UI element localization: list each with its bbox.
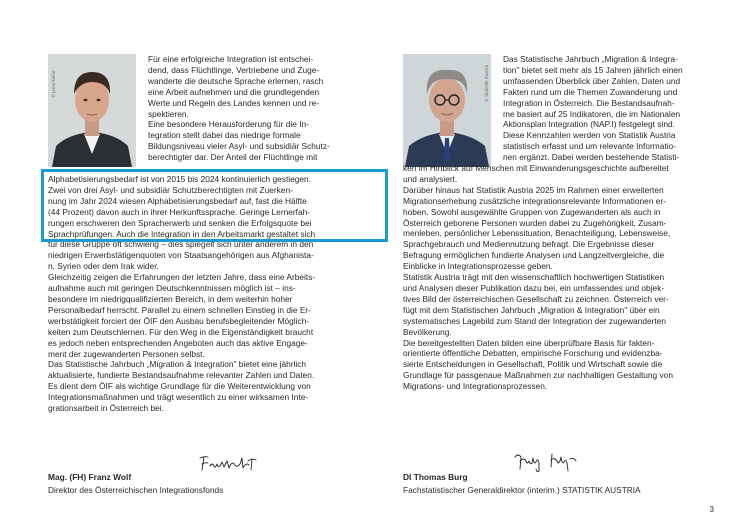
text-line: nen ergänzt. Dabei werden bestehende Statisti- [503, 152, 680, 163]
portrait-franz-wolf-image [48, 54, 136, 167]
text-line: umfassenden Überblick über Zahlen, Daten und [503, 75, 681, 86]
text-line: keiten zum Deutschlernen. Für den Weg in die Eigenständigkeit braucht [48, 326, 314, 337]
text-line: tion" bietet seit mehr als 15 Jahren jährlich einen [503, 64, 683, 75]
text-line: n, Syrien oder dem Irak wider. [48, 261, 159, 272]
photo-credit-right: © Statistik Austria [484, 65, 489, 102]
text-line: besondere im niedrigqualifizierten Bereich, in dem weiterhin hoher [48, 293, 293, 304]
text-line: Befragung ermöglichen fundierte Analysen und Langzeitvergleiche, die [403, 250, 665, 261]
left-intro-text [148, 54, 388, 163]
text-line: für diese Gruppe oft schwierig – dies spiegelt sich unter anderem in den [48, 239, 314, 250]
text-line: Sprachgebrauch und Mediennutzung befragt. Die Ergebnisse dieser [403, 239, 655, 250]
text-line: Die bereitgestellten Daten bilden eine überprüfbare Basis für fakten- [403, 337, 655, 348]
text-line: Personalbedarf herrscht. Parallel zu einem schnellen Einstieg in die Er- [48, 304, 311, 315]
text-line: eine Arbeit aufnehmen und die grundlegenden [148, 86, 320, 97]
text-line: aktualisierte, fundierte Bestandsaufnahme relevanter Zahlen und Daten. [48, 370, 315, 381]
right-body-text [403, 163, 715, 392]
text-line: Sprachprüfungen. Auch die Integration in den Arbeitsmarkt gestaltet sich [48, 228, 316, 239]
portrait-thomas-burg-image [403, 54, 491, 167]
text-line: ken im Hinblick auf Menschen mit Einwanderungsgeschichte aufbereitet [403, 163, 669, 173]
portrait-thomas-burg [403, 54, 491, 167]
text-line: nung im Jahr 2024 wiesen Alphabetisierungsbedarf auf, fast die Hälfte [48, 195, 307, 206]
text-line: und analysiert. [403, 173, 458, 184]
text-line: und Analysen dieser Publikation dazu bei, ein umfassendes und objek- [403, 282, 665, 293]
text-line: systematisches Lagebild zum Stand der Integration der zugewanderten [403, 315, 666, 326]
text-line: orientierte öffentliche Debatten, empirische Forschung und evidenzba- [403, 348, 663, 359]
text-line: sierte Entscheidungen in Gesellschaft, Politik und Wirtschaft sowie die [403, 359, 663, 370]
signer-name-right: DI Thomas Burg [403, 472, 468, 482]
text-line: Zwei von drei Asyl- und subsidiär Schutzberechtigten mit Zuerken- [48, 184, 293, 195]
text-line: me basiert auf 25 Indikatoren, die im Nationalen [503, 108, 681, 119]
text-line: Werte und Regeln des Landes kennen und re- [148, 97, 320, 108]
text-line: Eine besondere Herausforderung für die In- [148, 119, 309, 130]
text-line: spektieren. [148, 108, 189, 119]
text-line: Integration in Österreich. Die Bestandsaufnah- [503, 97, 675, 108]
text-line: Fakten rund um die Themen Zuwanderung und [503, 86, 678, 97]
portrait-franz-wolf [48, 54, 136, 167]
text-line: Grundlage für passgenaue Maßnahmen zur nachhaltigen Gestaltung von [403, 370, 673, 381]
text-line: wanderte die deutsche Sprache erlernen, rasch [148, 75, 324, 86]
signer-role-left: Direktor des Österreichischen Integrationsfonds [48, 485, 224, 495]
page-number: 3 [709, 505, 714, 514]
text-line: Migrations- und Integrationsprozessen. [403, 381, 548, 392]
highlight-box [41, 169, 388, 242]
signer-name-left: Mag. (FH) Franz Wolf [48, 472, 132, 482]
text-line: Diese Kennzahlen werden von Statistik Austria [503, 130, 676, 141]
signature-franz-wolf [196, 452, 276, 474]
text-line: tives Bild der österreichischen Gesellschaft zu zeichnen. Österreich ver- [403, 293, 669, 304]
text-line: Für eine erfolgreiche Integration ist entschei- [148, 54, 314, 64]
text-line: aufnahme auch mit geringen Deutschkenntnissen möglich ist – ins- [48, 283, 296, 294]
text-line: Gleichzeitig zeigen die Erfahrungen der letzten Jahre, dass eine Arbeits- [48, 272, 316, 283]
text-line: Alphabetisierungsbedarf ist von 2015 bis 2024 kontinuierlich gestiegen. [48, 174, 312, 184]
text-line: Aktionsplan Integration (NAP.I) festgelegt sind. [503, 119, 675, 130]
signature-thomas-burg [512, 449, 592, 475]
text-line: rungen erschweren den Spracherwerb und senken die Erfolgsquote bei [48, 217, 312, 228]
text-line: berechtigter dar. Der Anteil der Flüchtlinge mit [148, 152, 318, 163]
text-line: Migrationserhebung zusätzliche integrationsrelevante Informationen er- [403, 195, 666, 206]
text-line: dend, dass Flüchtlinge, Vertriebene und Zuge- [148, 64, 320, 75]
text-line: fügt mit dem Statistischen Jahrbuch „Migration & Integration" über ein [403, 304, 660, 315]
text-line: Einblicke in Integrationsprozesse geben. [403, 261, 553, 272]
text-line: hoben. Sowohl ausgewählte Gruppen von Zugewanderten als auch in [403, 206, 661, 217]
text-line: Bevölkerung. [403, 326, 452, 337]
text-line: ment der zugewanderten Personen selbst. [48, 348, 205, 359]
right-intro-text [503, 54, 713, 163]
text-line: werbstätigkeit forciert der ÖIF den Ausbau berufsbegleitender Möglich- [48, 315, 310, 326]
text-line: Integrationsmaßnahmen und trägt wesentlich zu einer wirksamen Inte- [48, 392, 309, 403]
text-line: tegration stellt dabei das niedrige formale [148, 130, 301, 141]
text-line: Es dient dem ÖIF als wichtige Grundlage für die Weiterentwicklung von [48, 381, 311, 392]
text-line: grationsarbeit in Österreich bei. [48, 403, 164, 414]
text-line: menleben, persönlicher Lebenssituation, Benachteiligung, Lebensweise, [403, 228, 671, 239]
signer-role-right: Fachstatistischer Generaldirektor (interim.) STATISTIK AUSTRIA [403, 485, 641, 495]
text-line: Statistik Austria trägt mit den wissenschaftlich hochwertigen Statistiken [403, 272, 665, 283]
text-line: statistisch erfasst und um relevante Informatio- [503, 141, 676, 152]
text-line: (44 Prozent) davon auch in ihrer Herkunftssprache. Geringe Lernerfah- [48, 206, 311, 217]
text-line: niedrigen Erwerbstätigenquoten von Staatsangehörigen aus Afghanista- [48, 250, 314, 261]
photo-credit-left: © Jenni Koller [51, 70, 56, 98]
text-line: Das Statistische Jahrbuch „Migration & Integration" bietet eine jährlich [48, 359, 307, 370]
text-line: Bildungsniveau vieler Asyl- und subsidiär Schutz- [148, 141, 330, 152]
text-line: Darüber hinaus hat Statistik Austria 2025 im Rahmen einer erweiterten [403, 184, 664, 195]
text-line: es jedoch neben entsprechenden Angeboten auch das aktive Engage- [48, 337, 308, 348]
text-line: Das Statistische Jahrbuch „Migration & Integra- [503, 54, 678, 64]
text-line: Österreich geborene Personen wurden dabei zu Zugehörigkeit, Zusam- [403, 217, 667, 228]
